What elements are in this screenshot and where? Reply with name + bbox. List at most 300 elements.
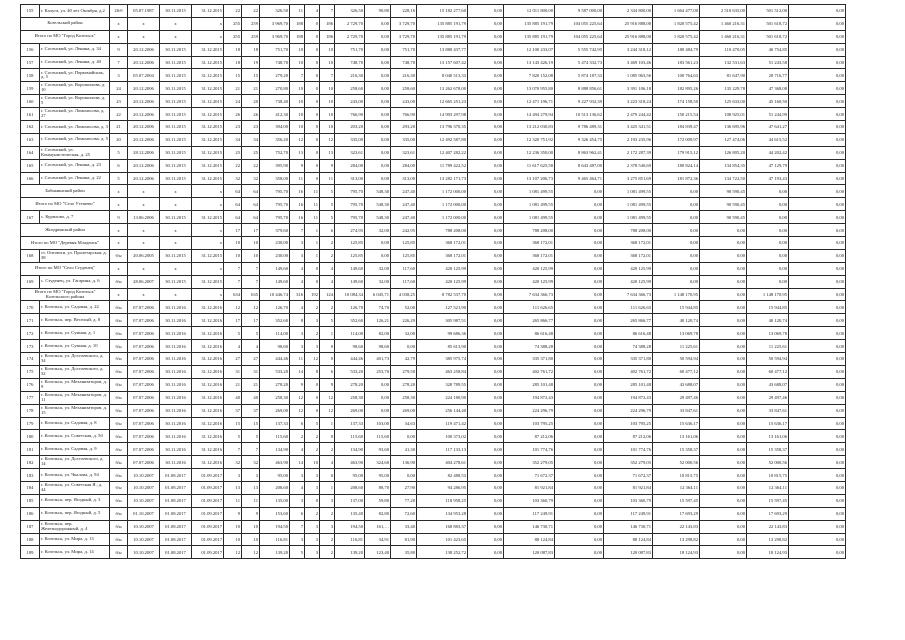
cell: 115,60 — [335, 430, 365, 443]
cell: 3 — [305, 481, 320, 494]
cell: 01.09.2017 — [192, 494, 224, 507]
cell: 47 368,00 — [747, 82, 789, 95]
cell: 180 484,79 — [653, 43, 700, 56]
cell: 101 774,76 — [604, 443, 653, 456]
cell: 149,60 — [260, 262, 290, 275]
cell: 20.12.2006 — [128, 82, 160, 95]
cell: 3 469 103,46 — [604, 56, 653, 69]
cell: 30.11.2016 — [160, 327, 192, 340]
cell: 795,70 — [335, 198, 365, 211]
cell: 134,90 — [335, 443, 365, 456]
address-cell: г. Сосенский, ул. Ворошилова, д. 10 — [40, 82, 110, 95]
cell: 31.12.2016 — [192, 327, 224, 340]
cell: 13 298,82 — [747, 533, 789, 546]
cell: 0 — [305, 159, 320, 172]
cell: 548,30 — [365, 211, 391, 224]
cell: 30.11.2015 — [160, 159, 192, 172]
cell: 117 133,13 — [417, 443, 468, 456]
cell: 180 824,14 — [653, 159, 700, 172]
cell: 01.08.2017 — [160, 546, 192, 559]
cell: 01.10.2007 — [128, 507, 160, 520]
cell: 0,00 — [789, 520, 846, 533]
cell: 335,00 — [335, 133, 365, 146]
table-row — [21, 301, 846, 314]
cell: 90,80 — [365, 5, 391, 18]
cell: 0,00 — [468, 469, 504, 482]
cell: 0,00 — [468, 146, 504, 159]
cell: 2 729,70 — [335, 17, 365, 30]
cell: 07.07.2006 — [128, 391, 160, 404]
cell: 265 866,77 — [504, 314, 555, 327]
cell: 74 388,28 — [604, 340, 653, 353]
cell: 34,63 — [391, 417, 417, 430]
cell: 10.10.2007 — [128, 520, 160, 533]
address-cell: г. Сосенский, ул. Ломоносова, д. 5 — [40, 133, 110, 146]
cell: 0,00 — [700, 288, 747, 301]
cell: 5 — [242, 430, 260, 443]
cell: 0,00 — [365, 43, 391, 56]
cell: 9 — [242, 507, 260, 520]
cell: 15 636,17 — [747, 417, 789, 430]
cell: 368 172,01 — [504, 249, 555, 262]
cell: 18 124,93 — [653, 546, 700, 559]
cell: 0,00 — [789, 533, 846, 546]
cell: 0,00 — [555, 301, 604, 314]
cell: 125,85 — [335, 237, 365, 250]
cell: 0,00 — [468, 456, 504, 469]
cell: 8 040 513,33 — [417, 69, 468, 82]
cell: б/н — [110, 546, 128, 559]
cell: 548,30 — [365, 185, 391, 198]
cell: 15 — [224, 69, 242, 82]
cell: 10 084,34 — [335, 288, 365, 301]
table-row — [21, 507, 846, 520]
cell: 01.09.2017 — [192, 507, 224, 520]
cell: 47 641,27 — [747, 121, 789, 134]
cell: 111 626,65 — [604, 301, 653, 314]
cell: 10 — [242, 533, 260, 546]
cell: 0,00 — [468, 404, 504, 417]
cell: 4 — [290, 262, 305, 275]
cell: 32 — [224, 172, 242, 185]
cell: 30.11.2016 — [160, 378, 192, 391]
cell: 31.12.2016 — [192, 456, 224, 469]
cell: 149,60 — [335, 262, 365, 275]
cell: 0,00 — [555, 507, 604, 520]
cell: 766,90 — [391, 108, 417, 121]
table-row — [21, 69, 846, 82]
cell: 2 172 287,39 — [604, 146, 653, 159]
cell: 31.12.2015 — [192, 133, 224, 146]
cell: 31.12.2015 — [192, 108, 224, 121]
cell: 01.08.2017 — [160, 494, 192, 507]
cell: 12 320 751,92 — [504, 133, 555, 146]
cell: 27,90 — [391, 481, 417, 494]
cell: 34,91 — [365, 533, 391, 546]
cell: 127 521,90 — [417, 301, 468, 314]
cell: 0 — [305, 404, 320, 417]
row-number: 161 — [21, 108, 40, 121]
cell: 335 371,80 — [504, 353, 555, 366]
cell: 0,00 — [789, 108, 846, 121]
cell: 10.10.2007 — [128, 469, 160, 482]
cell: 51 243,58 — [747, 56, 789, 69]
cell: х — [192, 17, 224, 30]
address-cell: г. Козельск, ул. Садовая, д. 9 — [40, 443, 110, 456]
table-row — [21, 133, 846, 146]
cell: 0 — [305, 146, 320, 159]
row-number: 185 — [21, 494, 40, 507]
table-row — [21, 353, 846, 366]
cell: 15 — [242, 417, 260, 430]
cell: 2 729,70 — [335, 30, 365, 43]
cell: 0 — [305, 95, 320, 108]
cell: 7 — [224, 443, 242, 456]
cell: 07.07.2006 — [128, 378, 160, 391]
cell: 0,00 — [365, 391, 391, 404]
cell: 9 — [320, 159, 335, 172]
cell: 125,85 — [391, 237, 417, 250]
housing-register-table — [20, 4, 846, 559]
cell: 795,70 — [335, 211, 365, 224]
cell: 33,40 — [391, 520, 417, 533]
cell: 135,40 — [335, 507, 365, 520]
cell: 0,00 — [468, 340, 504, 353]
cell: 74,70 — [365, 301, 391, 314]
cell: 32 — [242, 172, 260, 185]
cell: 31.12.2016 — [192, 314, 224, 327]
cell: 31.12.2015 — [192, 82, 224, 95]
address-cell: г. Козельск, ул. Садовая, д. 8 — [40, 417, 110, 430]
cell: 323,61 — [335, 146, 365, 159]
address-cell: г. Козельск, ул. Чкалова, д. 94 — [40, 469, 110, 482]
cell: 0,00 — [555, 353, 604, 366]
cell: 4 — [290, 481, 305, 494]
cell: 0 — [305, 378, 320, 391]
cell: 0,00 — [555, 456, 604, 469]
cell: 10 815,75 — [653, 469, 700, 482]
cell: 3 — [290, 327, 305, 340]
row-number: 177 — [21, 391, 40, 404]
cell: 328 789,55 — [417, 378, 468, 391]
cell: 20.12.2006 — [128, 121, 160, 134]
cell: 117,60 — [391, 262, 417, 275]
cell: 13 107 206,73 — [504, 172, 555, 185]
cell: 0,00 — [700, 262, 747, 275]
row-number: 156 — [21, 43, 40, 56]
cell: 10 446,74 — [260, 288, 290, 301]
cell: 13 161,06 — [747, 430, 789, 443]
cell: 20.12.2006 — [128, 133, 160, 146]
address-cell: г. Сосенский, ул. Ломоносова, д. 3 — [40, 121, 110, 134]
cell: 9 227 932,39 — [555, 95, 604, 108]
cell: 358,00 — [260, 172, 290, 185]
cell: х — [192, 237, 224, 250]
cell: 501 618,72 — [747, 30, 789, 43]
table-body — [21, 5, 846, 559]
cell: 0,00 — [700, 507, 747, 520]
cell: 1 — [305, 224, 320, 237]
cell: 1 820 575,42 — [653, 30, 700, 43]
row-number: 187 — [21, 520, 40, 533]
cell: 07.07.2006 — [128, 327, 160, 340]
cell: 124 — [320, 288, 335, 301]
cell: 23 — [224, 121, 242, 134]
cell: 255 — [224, 17, 242, 30]
cell: 0,00 — [653, 185, 700, 198]
cell: 3 969,70 — [260, 17, 290, 30]
address-cell: г. Сосенский, ул. Коммунистическая, д. 25 — [40, 146, 110, 159]
address-cell: г. Козельск, ул. Советская Я., д. 44 — [40, 481, 110, 494]
cell: 125 633,00 — [700, 95, 747, 108]
cell: 634 — [224, 288, 242, 301]
cell: 7 — [290, 69, 305, 82]
cell: 30.11.2015 — [160, 146, 192, 159]
cell: 13 796 370,35 — [417, 121, 468, 134]
cell: 149,60 — [335, 275, 365, 288]
cell: х — [110, 198, 128, 211]
cell: 795,70 — [260, 198, 290, 211]
cell: 104 055 225,64 — [555, 30, 604, 43]
cell: 05.07.1987 — [128, 5, 160, 18]
address-cell: г. Сосенский, ул. Ленина, д. 22 — [40, 172, 110, 185]
cell: 0,00 — [468, 327, 504, 340]
cell: 0,00 — [747, 198, 789, 211]
cell: 126,70 — [260, 301, 290, 314]
cell: 3 — [290, 494, 305, 507]
cell: 194,50 — [260, 520, 290, 533]
cell: 179 915,12 — [653, 146, 700, 159]
cell: б/н — [110, 507, 128, 520]
cell: 52,00 — [391, 301, 417, 314]
cell: 1 — [320, 417, 335, 430]
cell: 64 — [242, 198, 260, 211]
cell: 9 326 454,75 — [555, 133, 604, 146]
table-row — [21, 430, 846, 443]
group-title: Козельский район — [21, 17, 110, 30]
cell: 07.07.2006 — [128, 340, 160, 353]
cell: 0,00 — [789, 340, 846, 353]
cell: 2 — [305, 327, 320, 340]
cell: 0,00 — [700, 275, 747, 288]
cell: 0,00 — [468, 43, 504, 56]
table-row — [21, 314, 846, 327]
cell: 32,00 — [365, 224, 391, 237]
cell: 3 275 851,69 — [604, 172, 653, 185]
cell: 01.09.2017 — [192, 546, 224, 559]
cell: 11 — [305, 185, 320, 198]
cell: 12 407 282,22 — [417, 146, 468, 159]
cell: 115,60 — [260, 430, 290, 443]
cell: 10 — [224, 533, 242, 546]
cell: 0,00 — [468, 17, 504, 30]
cell: 0,00 — [365, 56, 391, 69]
cell: 0,00 — [555, 198, 604, 211]
cell: 278,20 — [260, 378, 290, 391]
cell: 224 180,90 — [417, 391, 468, 404]
cell: 0,00 — [365, 82, 391, 95]
cell: 1 081 499,55 — [504, 211, 555, 224]
cell: 01.08.2017 — [160, 469, 192, 482]
cell: 216,30 — [391, 69, 417, 82]
cell: 0,00 — [555, 327, 604, 340]
cell: 326,50 — [260, 5, 290, 18]
cell: 15 597,45 — [653, 494, 700, 507]
cell: 269,00 — [335, 404, 365, 417]
cell: х — [128, 237, 160, 250]
row-number: 166 — [21, 172, 40, 185]
row-number: 167 — [21, 211, 40, 224]
cell: 5 — [110, 146, 128, 159]
group-title: Итого по МО "Деревня Младенск" — [21, 237, 110, 250]
cell: 385 975,74 — [417, 353, 468, 366]
cell: 135 885 191,79 — [417, 30, 468, 43]
cell: 0,00 — [747, 249, 789, 262]
table-row — [21, 56, 846, 69]
cell: 82,00 — [365, 327, 391, 340]
cell: 0,00 — [555, 314, 604, 327]
cell: 126 805,20 — [700, 146, 747, 159]
address-cell: г. Козельск, ул. Механизаторов, д. 15 — [40, 404, 110, 417]
cell: 30.11.2015 — [160, 69, 192, 82]
cell: 10.10.2007 — [128, 546, 160, 559]
cell: 0,00 — [789, 198, 846, 211]
cell: х — [192, 30, 224, 43]
cell: 77,20 — [391, 494, 417, 507]
address-cell: с. Курилово, д. 7 — [40, 211, 110, 224]
cell: 31.12.2015 — [192, 211, 224, 224]
row-number: 186 — [21, 507, 40, 520]
cell: 186 — [320, 17, 335, 30]
cell: 60 477,12 — [747, 365, 789, 378]
cell: 47 129,79 — [747, 159, 789, 172]
cell: 313,00 — [335, 172, 365, 185]
cell: 335 371,80 — [604, 353, 653, 366]
cell: 88 124,84 — [504, 533, 555, 546]
group-title: Итого по МО "Село Утешево" — [21, 198, 110, 211]
cell: 0,00 — [365, 133, 391, 146]
cell: 7 — [242, 262, 260, 275]
cell: 30.11.2016 — [160, 301, 192, 314]
cell: 3 — [290, 237, 305, 250]
cell: 21 — [242, 82, 260, 95]
cell: 31.12.2016 — [192, 301, 224, 314]
cell: 0,00 — [789, 159, 846, 172]
cell: 0,00 — [789, 430, 846, 443]
cell: 32 — [224, 456, 242, 469]
cell: 64 — [242, 185, 260, 198]
cell: 0,00 — [747, 237, 789, 250]
cell: 30.11.2016 — [160, 443, 192, 456]
cell: 2 — [320, 237, 335, 250]
cell: 0,00 — [700, 481, 747, 494]
cell: б/н — [110, 520, 128, 533]
summary-row — [21, 198, 846, 211]
cell: 0 — [305, 30, 320, 43]
cell: 18 124,93 — [747, 546, 789, 559]
cell: 93,60 — [365, 443, 391, 456]
cell: 208,60 — [335, 481, 365, 494]
cell: 0,00 — [789, 237, 846, 250]
cell: 0,00 — [653, 198, 700, 211]
cell: 10 — [320, 121, 335, 134]
cell: 4 038,25 — [391, 288, 417, 301]
cell: 0,00 — [653, 237, 700, 250]
cell: 10.10.2007 — [128, 494, 160, 507]
cell: 0,00 — [700, 249, 747, 262]
cell: 3 — [110, 69, 128, 82]
cell: 23 — [242, 121, 260, 134]
cell: 15 636,17 — [653, 417, 700, 430]
cell: 192 — [305, 288, 320, 301]
cell: 444,46 — [335, 353, 365, 366]
cell: 0,00 — [555, 443, 604, 456]
cell: 11 — [305, 211, 320, 224]
cell: 1 — [320, 327, 335, 340]
row-number: 183 — [21, 469, 40, 482]
cell: 0,00 — [789, 456, 846, 469]
cell: 6 — [290, 417, 305, 430]
cell: 15 358,37 — [747, 443, 789, 456]
cell: 6 — [320, 365, 335, 378]
cell: 111 626,65 — [504, 301, 555, 314]
cell: 1 460 216,31 — [700, 30, 747, 43]
cell: 748,70 — [391, 56, 417, 69]
cell: 31.12.2015 — [192, 172, 224, 185]
cell: 30.11.2015 — [160, 249, 192, 262]
cell: б/н — [110, 494, 128, 507]
row-number: 175 — [21, 365, 40, 378]
cell: 4 — [290, 301, 305, 314]
cell: 22 — [110, 108, 128, 121]
cell: 243,00 — [391, 95, 417, 108]
cell: б/н — [110, 443, 128, 456]
row-number: 180 — [21, 430, 40, 443]
cell: 0,00 — [653, 249, 700, 262]
cell: 5 555 742,95 — [555, 43, 604, 56]
cell: 3 — [242, 469, 260, 482]
cell: 10 — [290, 82, 305, 95]
cell: 9 — [290, 159, 305, 172]
cell: 12 492 587,80 — [417, 133, 468, 146]
cell: 4 — [242, 340, 260, 353]
cell: 22 — [242, 5, 260, 18]
cell: х — [160, 198, 192, 211]
cell: б/н — [110, 314, 128, 327]
cell: 07.07.2006 — [128, 404, 160, 417]
cell: 50 594,94 — [747, 353, 789, 366]
cell: 135 885 191,79 — [504, 17, 555, 30]
cell: 259 — [242, 30, 260, 43]
cell: 368 172,01 — [417, 237, 468, 250]
cell: 27 — [242, 353, 260, 366]
cell: 5 — [320, 211, 335, 224]
cell: 64 — [224, 211, 242, 224]
cell: 30.11.2016 — [160, 340, 192, 353]
cell: 5 — [290, 546, 305, 559]
address-cell: г. Козельск, пер. Ягодный, д. 3 — [40, 494, 110, 507]
table-row — [21, 365, 846, 378]
cell: 98,60 — [335, 340, 365, 353]
cell: 32 — [242, 456, 260, 469]
cell: 31.12.2016 — [192, 353, 224, 366]
cell: 0 — [305, 43, 320, 56]
cell: 12 364,11 — [747, 481, 789, 494]
address-cell: г. Сосенский, ул. Ленина, д. 23 — [40, 159, 110, 172]
cell: 10 — [290, 56, 305, 69]
cell: 9 465 464,71 — [555, 172, 604, 185]
cell: 95,00 — [260, 469, 290, 482]
